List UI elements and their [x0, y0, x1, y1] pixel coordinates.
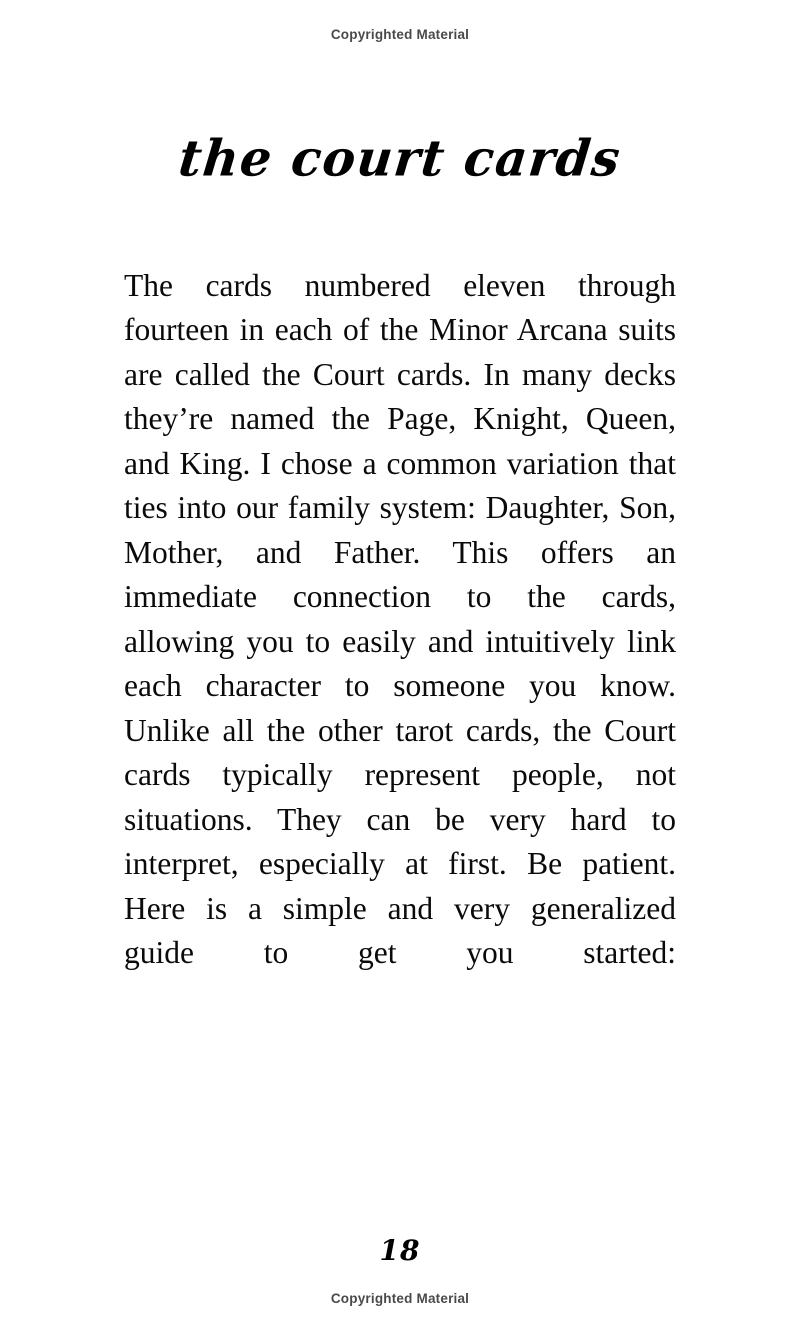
page-number: 18 — [379, 1234, 421, 1267]
copyright-watermark-top: Copyrighted Material — [330, 27, 470, 42]
chapter-title: the court cards — [175, 128, 625, 188]
body-paragraph: The cards numbered eleven through fourteen in each of the Minor Arcana suits are called the Court cards. In many decks they’re named the Page, Knight, Queen, and King. I chose a common variation that ties into our family system: Daughter, Son, Mother, and Father. This offers an immediate connection to the cards, allowing you to easily and intuitively link each character to someone you know. Unlike all the other tarot cards, the Court cards typically represent people, not situations. They can be very hard to interpret, especially at first. Be patient. Here is a simple and very generalized guide to get you started: — [124, 267, 676, 970]
copyright-watermark-bottom: Copyrighted Material — [330, 1291, 470, 1306]
